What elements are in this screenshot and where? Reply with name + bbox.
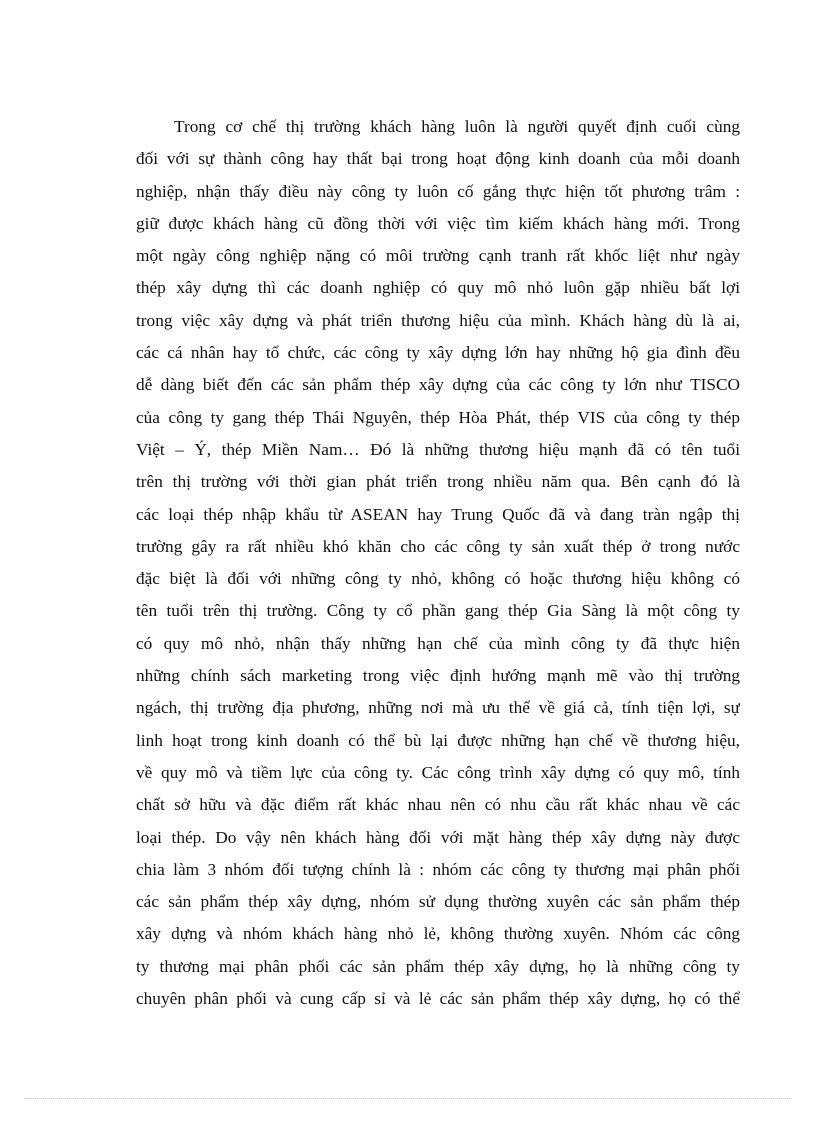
paragraph-line: trên thị trường với thời gian phát triển trong nhiều năm qua. Bên cạnh đó là [136,472,740,492]
paragraph-line: một ngày công nghiệp nặng có môi trường cạnh tranh rất khốc liệt như ngày [136,246,740,266]
paragraph-line: các cá nhân hay tổ chức, các công ty xây dựng lớn hay những hộ gia đình đều [136,343,740,363]
paragraph-line: chất sở hữu và đặc điểm rất khác nhau nên có nhu cầu rất khác nhau về các [136,795,740,815]
paragraph-line: đối với sự thành công hay thất bại trong hoạt động kinh doanh của mỗi doanh [136,149,740,169]
paragraph-line: các loại thép nhập khẩu từ ASEAN hay Trung Quốc đã và đang tràn ngập thị [136,504,740,524]
paragraph-line: Việt – Ý, thép Miền Nam… Đó là những thương hiệu mạnh đã có tên tuổi [136,439,740,459]
paragraph-line: của công ty gang thép Thái Nguyên, thép Hòa Phát, thép VIS của công ty thép [136,407,740,427]
paragraph-line: loại thép. Do vậy nên khách hàng đối với mặt hàng thép xây dựng này được [136,827,740,847]
paragraph-line: chia làm 3 nhóm đối tượng chính là : nhóm các công ty thương mại phân phối [136,859,740,879]
paragraph-line: chuyên phân phối và cung cấp sỉ và lẻ các sản phẩm thép xây dựng, họ có thể [136,989,740,1009]
paragraph-line: có quy mô nhỏ, nhận thấy những hạn chế của mình công ty đã thực hiện [136,633,740,653]
page-footer-divider [24,1098,792,1099]
paragraph-line: ty thương mại phân phối các sản phẩm thép xây dựng, họ là những công ty [136,956,740,976]
paragraph-line: thép xây dựng thì các doanh nghiệp có quy mô nhỏ luôn gặp nhiều bất lợi [136,278,740,298]
paragraph-line: đặc biệt là đối với những công ty nhỏ, không có hoặc thương hiệu không có [136,569,740,589]
paragraph-line: những chính sách marketing trong việc định hướng mạnh mẽ vào thị trường [136,666,740,686]
paragraph-line: xây dựng và nhóm khách hàng nhỏ lẻ, không thường xuyên. Nhóm các công [136,924,740,944]
paragraph-line: tên tuổi trên thị trường. Công ty cổ phần gang thép Gia Sàng là một công ty [136,601,740,621]
paragraph-line: dễ dàng biết đến các sản phẩm thép xây dựng của các công ty lớn như TISCO [136,375,740,395]
body-paragraph [136,111,740,1015]
paragraph-line: ngách, thị trường địa phương, những nơi mà ưu thế về giá cả, tính tiện lợi, sự [136,698,740,718]
paragraph-line: nghiệp, nhận thấy điều này công ty luôn cố gắng thực hiện tốt phương trâm : [136,181,740,201]
paragraph-line: các sản phẩm thép xây dựng, nhóm sử dụng thường xuyên các sản phẩm thép [136,892,740,912]
paragraph-line: Trong cơ chế thị trường khách hàng luôn là người quyết định cuối cùng [174,117,740,136]
paragraph-line: linh hoạt trong kinh doanh có thể bù lại được những hạn chế về thương hiệu, [136,730,740,750]
paragraph-line: giữ được khách hàng cũ đồng thời với việc tìm kiếm khách hàng mới. Trong [136,213,740,233]
paragraph-line: trong việc xây dựng và phát triển thương hiệu của mình. Khách hàng dù là ai, [136,310,740,330]
paragraph-line: trường gây ra rất nhiều khó khăn cho các công ty sản xuất thép ở trong nước [136,536,740,556]
paragraph-line: về quy mô và tiềm lực của công ty. Các công trình xây dựng có quy mô, tính [136,762,740,782]
